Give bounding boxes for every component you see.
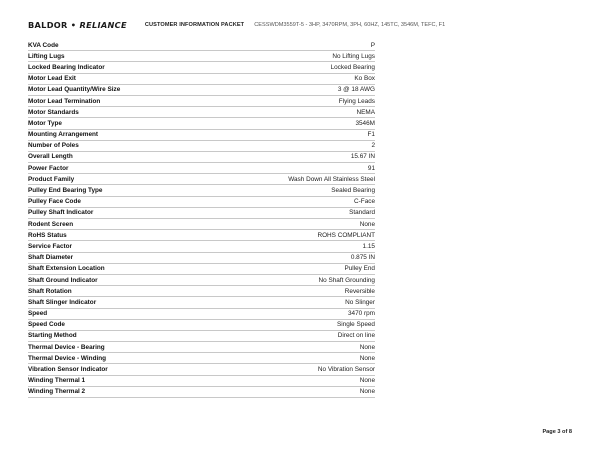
spec-value: Single Speed — [336, 321, 375, 329]
spec-value: 3470 rpm — [348, 310, 375, 318]
spec-row — [28, 208, 375, 219]
spec-row — [28, 130, 375, 141]
specification-table — [28, 40, 375, 398]
spec-value: No Slinger — [345, 298, 375, 306]
page-header — [28, 18, 445, 32]
spec-value: 3546M — [355, 119, 375, 127]
spec-value: Pulley End — [344, 265, 375, 273]
spec-value: 0.875 IN — [350, 254, 375, 262]
spec-label: Shaft Extension Location — [28, 265, 105, 273]
spec-label: Pulley Face Code — [28, 198, 81, 206]
spec-label: Motor Lead Exit — [28, 75, 76, 83]
spec-row — [28, 118, 375, 129]
spec-value: ROHS COMPLIANT — [317, 231, 375, 239]
spec-row — [28, 62, 375, 73]
spec-label: Vibration Sensor Indicator — [28, 366, 108, 374]
spec-value: F1 — [367, 131, 375, 139]
spec-value: No Shaft Grounding — [318, 276, 375, 284]
spec-value: C-Face — [354, 198, 375, 206]
spec-label: Speed Code — [28, 321, 65, 329]
spec-row — [28, 264, 375, 275]
spec-label: Locked Bearing Indicator — [28, 63, 105, 71]
spec-row — [28, 174, 375, 185]
spec-label: Shaft Rotation — [28, 287, 72, 295]
spec-label: Motor Standards — [28, 108, 79, 116]
spec-value: Reversible — [344, 287, 375, 295]
spec-row — [28, 152, 375, 163]
spec-row — [28, 275, 375, 286]
document-title: CUSTOMER INFORMATION PACKET — [144, 22, 245, 28]
spec-label: Speed — [28, 310, 48, 318]
company-logo: BALDOR • RELIANCE — [28, 20, 127, 30]
spec-value: Direct on line — [337, 332, 375, 340]
spec-row — [28, 163, 375, 174]
spec-value: None — [359, 377, 375, 385]
spec-value: 15.67 IN — [350, 153, 375, 161]
spec-label: Mounting Arrangement — [28, 131, 99, 139]
spec-row — [28, 51, 375, 62]
spec-value: Sealed Bearing — [331, 187, 375, 195]
spec-label: Motor Lead Termination — [28, 97, 101, 105]
spec-label: Product Family — [28, 175, 75, 183]
spec-value: None — [359, 343, 375, 351]
spec-label: Winding Thermal 1 — [28, 377, 86, 385]
spec-row — [28, 241, 375, 252]
spec-value: None — [359, 354, 375, 362]
spec-row — [28, 230, 375, 241]
spec-label: KVA Code — [28, 41, 59, 49]
page-number: Page 3 of 8 — [542, 429, 572, 435]
spec-row — [28, 342, 375, 353]
spec-value: NEMA — [356, 108, 375, 116]
spec-value: 91 — [367, 164, 375, 172]
spec-value: 2 — [371, 142, 375, 150]
spec-label: Overall Length — [28, 153, 73, 161]
spec-label: Shaft Ground Indicator — [28, 276, 98, 284]
spec-row — [28, 297, 375, 308]
spec-value: None — [359, 220, 375, 228]
spec-row — [28, 107, 375, 118]
spec-row — [28, 331, 375, 342]
spec-label: Pulley Shaft Indicator — [28, 209, 94, 217]
spec-row — [28, 197, 375, 208]
spec-label: Lifting Lugs — [28, 52, 65, 60]
spec-label: Winding Thermal 2 — [28, 388, 86, 396]
spec-row — [28, 141, 375, 152]
spec-value: 1.15 — [362, 242, 375, 250]
spec-label: Pulley End Bearing Type — [28, 187, 103, 195]
spec-row — [28, 85, 375, 96]
spec-row — [28, 96, 375, 107]
spec-row — [28, 364, 375, 375]
spec-row — [28, 387, 375, 398]
spec-value: Standard — [349, 209, 375, 217]
spec-row — [28, 286, 375, 297]
spec-label: Motor Type — [28, 119, 62, 127]
spec-row — [28, 185, 375, 196]
spec-value: No Vibration Sensor — [317, 366, 375, 374]
spec-value: None — [359, 388, 375, 396]
spec-row — [28, 74, 375, 85]
spec-row — [28, 253, 375, 264]
catalog-description: CESSWDM3559T-5 - 3HP, 3470RPM, 3PH, 60HZ, 145TC, 3546M, TEFC, F1 — [254, 22, 446, 28]
spec-row — [28, 309, 375, 320]
spec-value: Ko Box — [354, 75, 375, 83]
spec-row — [28, 219, 375, 230]
spec-label: Thermal Device - Bearing — [28, 343, 105, 351]
spec-value: No Lifting Lugs — [332, 52, 375, 60]
spec-value: 3 @ 18 AWG — [337, 86, 375, 94]
spec-label: Shaft Slinger Indicator — [28, 298, 97, 306]
spec-row — [28, 376, 375, 387]
spec-label: Number of Poles — [28, 142, 79, 150]
spec-value: P — [370, 41, 375, 49]
spec-label: Rodent Screen — [28, 220, 74, 228]
spec-label: Shaft Diameter — [28, 254, 74, 262]
spec-label: Service Factor — [28, 242, 73, 250]
spec-label: RoHS Status — [28, 231, 67, 239]
spec-row — [28, 353, 375, 364]
spec-value: Flying Leads — [338, 97, 375, 105]
spec-value: Wash Down All Stainless Steel — [288, 175, 375, 183]
spec-label: Thermal Device - Winding — [28, 354, 107, 362]
spec-label: Power Factor — [28, 164, 69, 172]
spec-label: Starting Method — [28, 332, 77, 340]
spec-label: Motor Lead Quantity/Wire Size — [28, 86, 121, 94]
spec-value: Locked Bearing — [330, 63, 375, 71]
spec-row — [28, 40, 375, 51]
spec-row — [28, 320, 375, 331]
